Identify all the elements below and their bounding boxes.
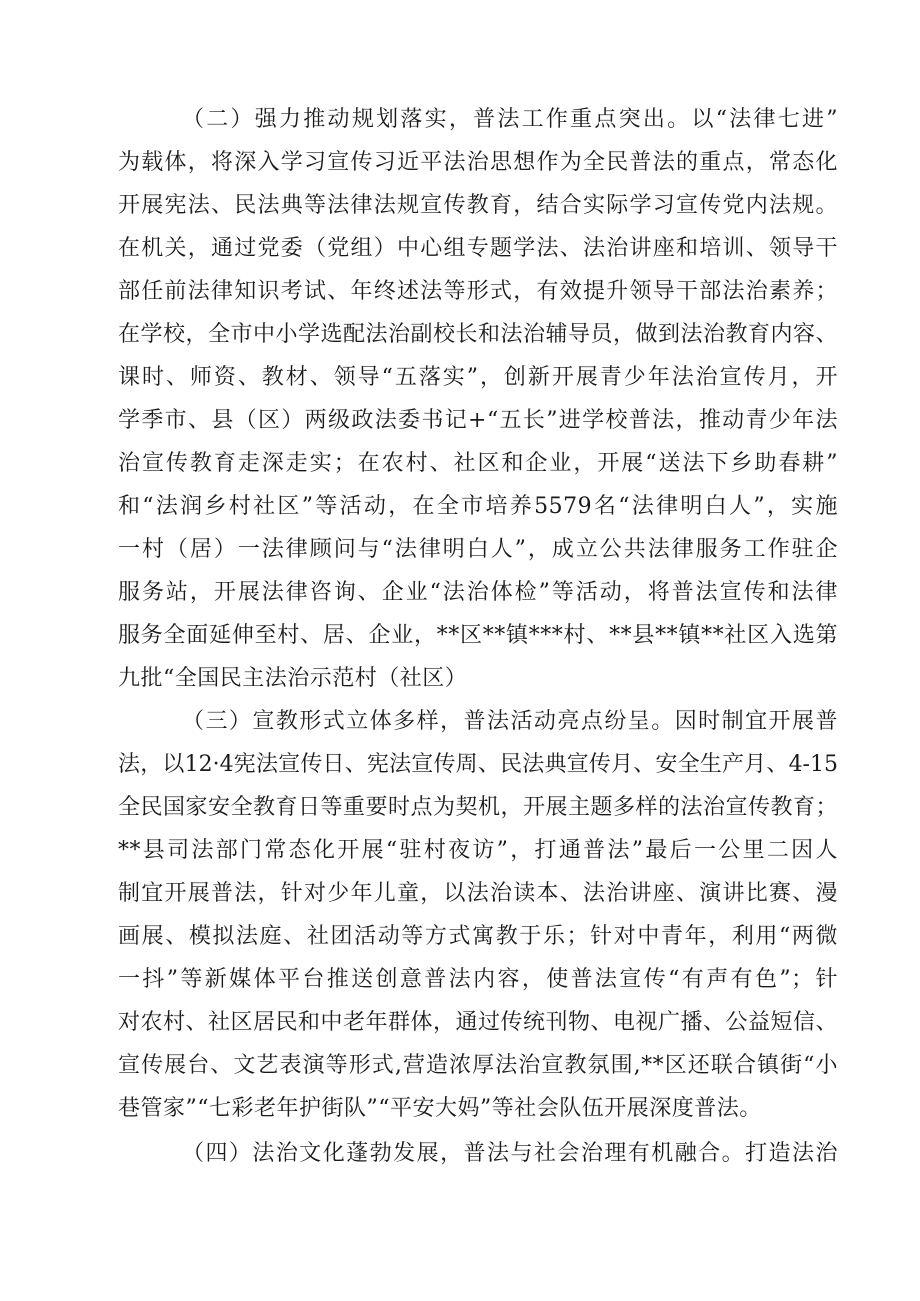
text-line: 学季市、县（区）两级政法委书记+“五长”进学校普法，推动青少年法 xyxy=(118,408,838,433)
text-line: 和“法润乡村社区”等活动，在全市培养5579名“法律明白人”，实施 xyxy=(118,494,838,519)
text-line: 对农村、社区居民和中老年群体，通过传统刊物、电视广播、公益短信、 xyxy=(118,1010,839,1035)
text-line: 在学校，全市中小学选配法治副校长和法治辅导员，做到法治教育内容、 xyxy=(118,322,839,347)
text-line: （二）强力推动规划落实，普法工作重点突出。以“法律七进” xyxy=(182,107,838,132)
text-line: 宣传展台、文艺表演等形式,营造浓厚法治宣教氛围,**区还联合镇街“小 xyxy=(118,1053,838,1078)
text-line: 为载体，将深入学习宣传习近平法治思想作为全民普法的重点，常态化 xyxy=(118,150,838,175)
text-line: 服务站，开展法律咨询、企业“法治体检”等活动，将普法宣传和法律 xyxy=(118,580,838,605)
text-line: 开展宪法、民法典等法律法规宣传教育，结合实际学习宣传党内法规。 xyxy=(118,193,838,218)
text-line: **县司法部门常态化开展“驻村夜访”，打通普法”最后一公里二因人 xyxy=(118,838,838,863)
text-line: 一抖”等新媒体平台推送创意普法内容，使普法宣传“有声有色”；针 xyxy=(118,967,838,992)
text-line: （三）宣教形式立体多样，普法活动亮点纷呈。因时制宜开展普 xyxy=(182,709,838,734)
text-line: 一村（居）一法律顾问与“法律明白人”，成立公共法律服务工作驻企 xyxy=(118,537,838,562)
text-line: 全民国家安全教育日等重要时点为契机，开展主题多样的法治宣传教育； xyxy=(118,795,839,820)
text-line: 部任前法律知识考试、年终述法等形式，有效提升领导干部法治素养； xyxy=(118,279,838,304)
text-line: 制宜开展普法，针对少年儿童，以法治读本、法治讲座、演讲比赛、漫 xyxy=(118,881,838,906)
text-line: 法，以12·4宪法宣传日、宪法宣传周、民法典宣传月、安全生产月、4-15 xyxy=(118,752,838,777)
text-line: 巷管家”“七彩老年护街队”“平安大妈”等社会队伍开展深度普法。 xyxy=(118,1096,762,1121)
text-line: 服务全面延伸至村、居、企业，**区**镇***村、**县**镇**社区入选第 xyxy=(118,623,838,648)
text-line: 课时、师资、教材、领导“五落实”，创新开展青少年法治宣传月，开 xyxy=(118,365,838,390)
text-line: 九批“全国民主法治示范村（社区） xyxy=(118,666,468,691)
text-line: （四）法治文化蓬勃发展，普法与社会治理有机融合。打造法治 xyxy=(182,1141,838,1166)
text-line: 治宣传教育走深走实；在农村、社区和企业，开展“送法下乡助春耕” xyxy=(118,451,838,476)
text-line: 画展、模拟法庭、社团活动等方式寓教于乐；针对中青年，利用“两微 xyxy=(118,924,838,949)
text-line: 在机关，通过党委（党组）中心组专题学法、法治讲座和培训、领导干 xyxy=(118,236,838,261)
